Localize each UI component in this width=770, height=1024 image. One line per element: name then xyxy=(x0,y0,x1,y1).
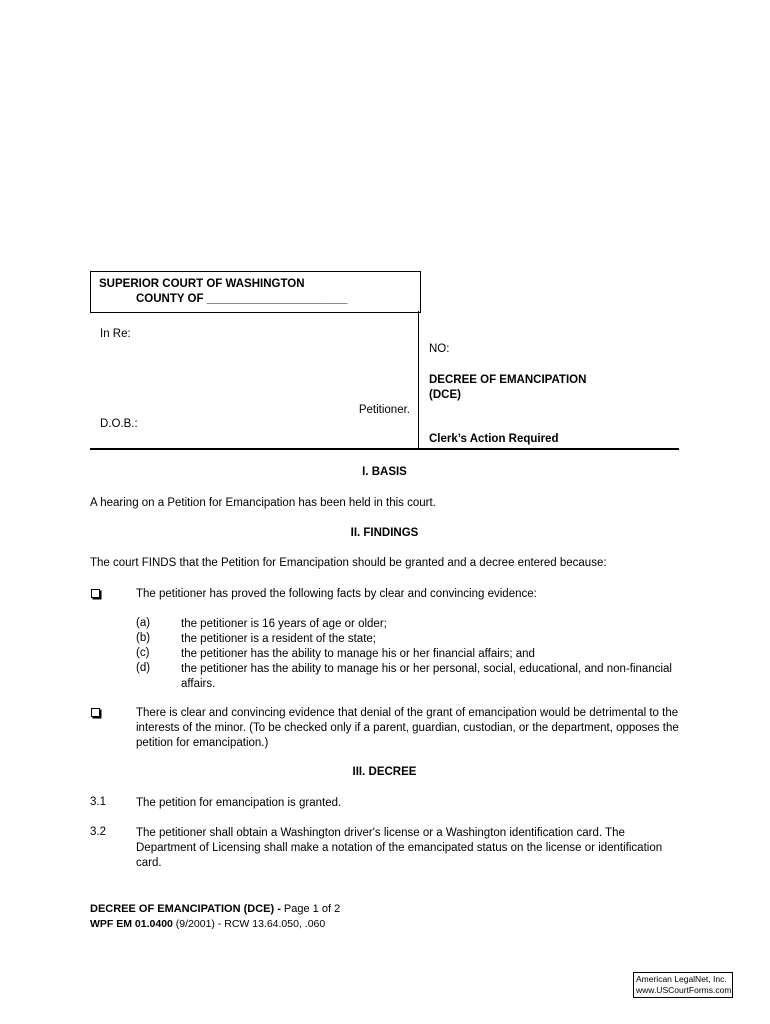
publisher-stamp xyxy=(633,972,733,998)
county-line: COUNTY OF ______________________ xyxy=(136,293,348,305)
footer-form-title: DECREE OF EMANCIPATION (DCE) - xyxy=(90,903,281,915)
decree-item-text: The petition for emancipation is granted. xyxy=(136,797,342,809)
finding1-text: The petitioner has proved the following facts by clear and convincing evidence: xyxy=(136,588,537,600)
petitioner-label: Petitioner. xyxy=(358,404,410,416)
fact-tag: (b) xyxy=(136,632,151,644)
decree-item-text: The petitioner shall obtain a Washington driver's license or a Washington identification card. The Department of Licensing shall make a notation of the emancipated status on the license or identification card. xyxy=(136,827,663,869)
in-re-label: In Re: xyxy=(100,328,131,340)
footer-form-line xyxy=(90,918,325,930)
decree-item-number: 3.1 xyxy=(90,796,106,808)
publisher-name: American LegalNet, Inc. xyxy=(636,974,727,984)
fact-text: the petitioner has the ability to manage his or her personal, social, educational, and non-financial affairs. xyxy=(181,663,672,690)
document-title-line2: (DCE) xyxy=(429,389,461,401)
fact-text: the petitioner is 16 years of age or older; xyxy=(181,618,387,630)
document-title-line1: DECREE OF EMANCIPATION xyxy=(429,374,587,386)
court-name: SUPERIOR COURT OF WASHINGTON xyxy=(99,278,305,290)
fact-tag: (c) xyxy=(136,647,150,659)
footer-page-line xyxy=(90,903,340,915)
footer-page-number: Page 1 of 2 xyxy=(280,903,341,915)
fact-tag: (a) xyxy=(136,617,151,629)
basis-heading: I. BASIS xyxy=(362,466,407,478)
dob-label: D.O.B.: xyxy=(100,418,138,430)
caption-divider-vertical xyxy=(418,311,419,449)
finding2-checkbox[interactable] xyxy=(91,708,100,717)
fact-tag: (d) xyxy=(136,662,151,674)
caption-divider-horizontal xyxy=(90,448,679,450)
basis-text: A hearing on a Petition for Emancipation has been held in this court. xyxy=(90,497,436,509)
case-number-label: NO: xyxy=(429,343,450,355)
publisher-url[interactable]: www.USCourtForms.com xyxy=(636,985,732,995)
decree-item-number: 3.2 xyxy=(90,826,106,838)
fact-text: the petitioner is a resident of the state; xyxy=(181,633,376,645)
footer-form-number: WPF EM 01.0400 xyxy=(90,918,173,930)
decree-heading: III. DECREE xyxy=(352,766,417,778)
document-title xyxy=(429,373,586,403)
clerk-action-note: Clerk’s Action Required xyxy=(429,433,559,445)
findings-heading: II. FINDINGS xyxy=(350,527,419,539)
footer-form-date-rcw: (9/2001) - RCW 13.64.050, .060 xyxy=(172,918,326,930)
fact-text: the petitioner has the ability to manage his or her financial affairs; and xyxy=(181,648,535,660)
finding2-text: There is clear and convincing evidence that denial of the grant of emancipation would be detrimental to the interests of the minor. (To be checked only if a parent, guardian, custodian, or the department, opposes the petition for emancipation.) xyxy=(136,707,679,749)
findings-intro: The court FINDS that the Petition for Emancipation should be granted and a decree entered because: xyxy=(90,557,607,569)
finding1-checkbox[interactable] xyxy=(91,589,100,598)
